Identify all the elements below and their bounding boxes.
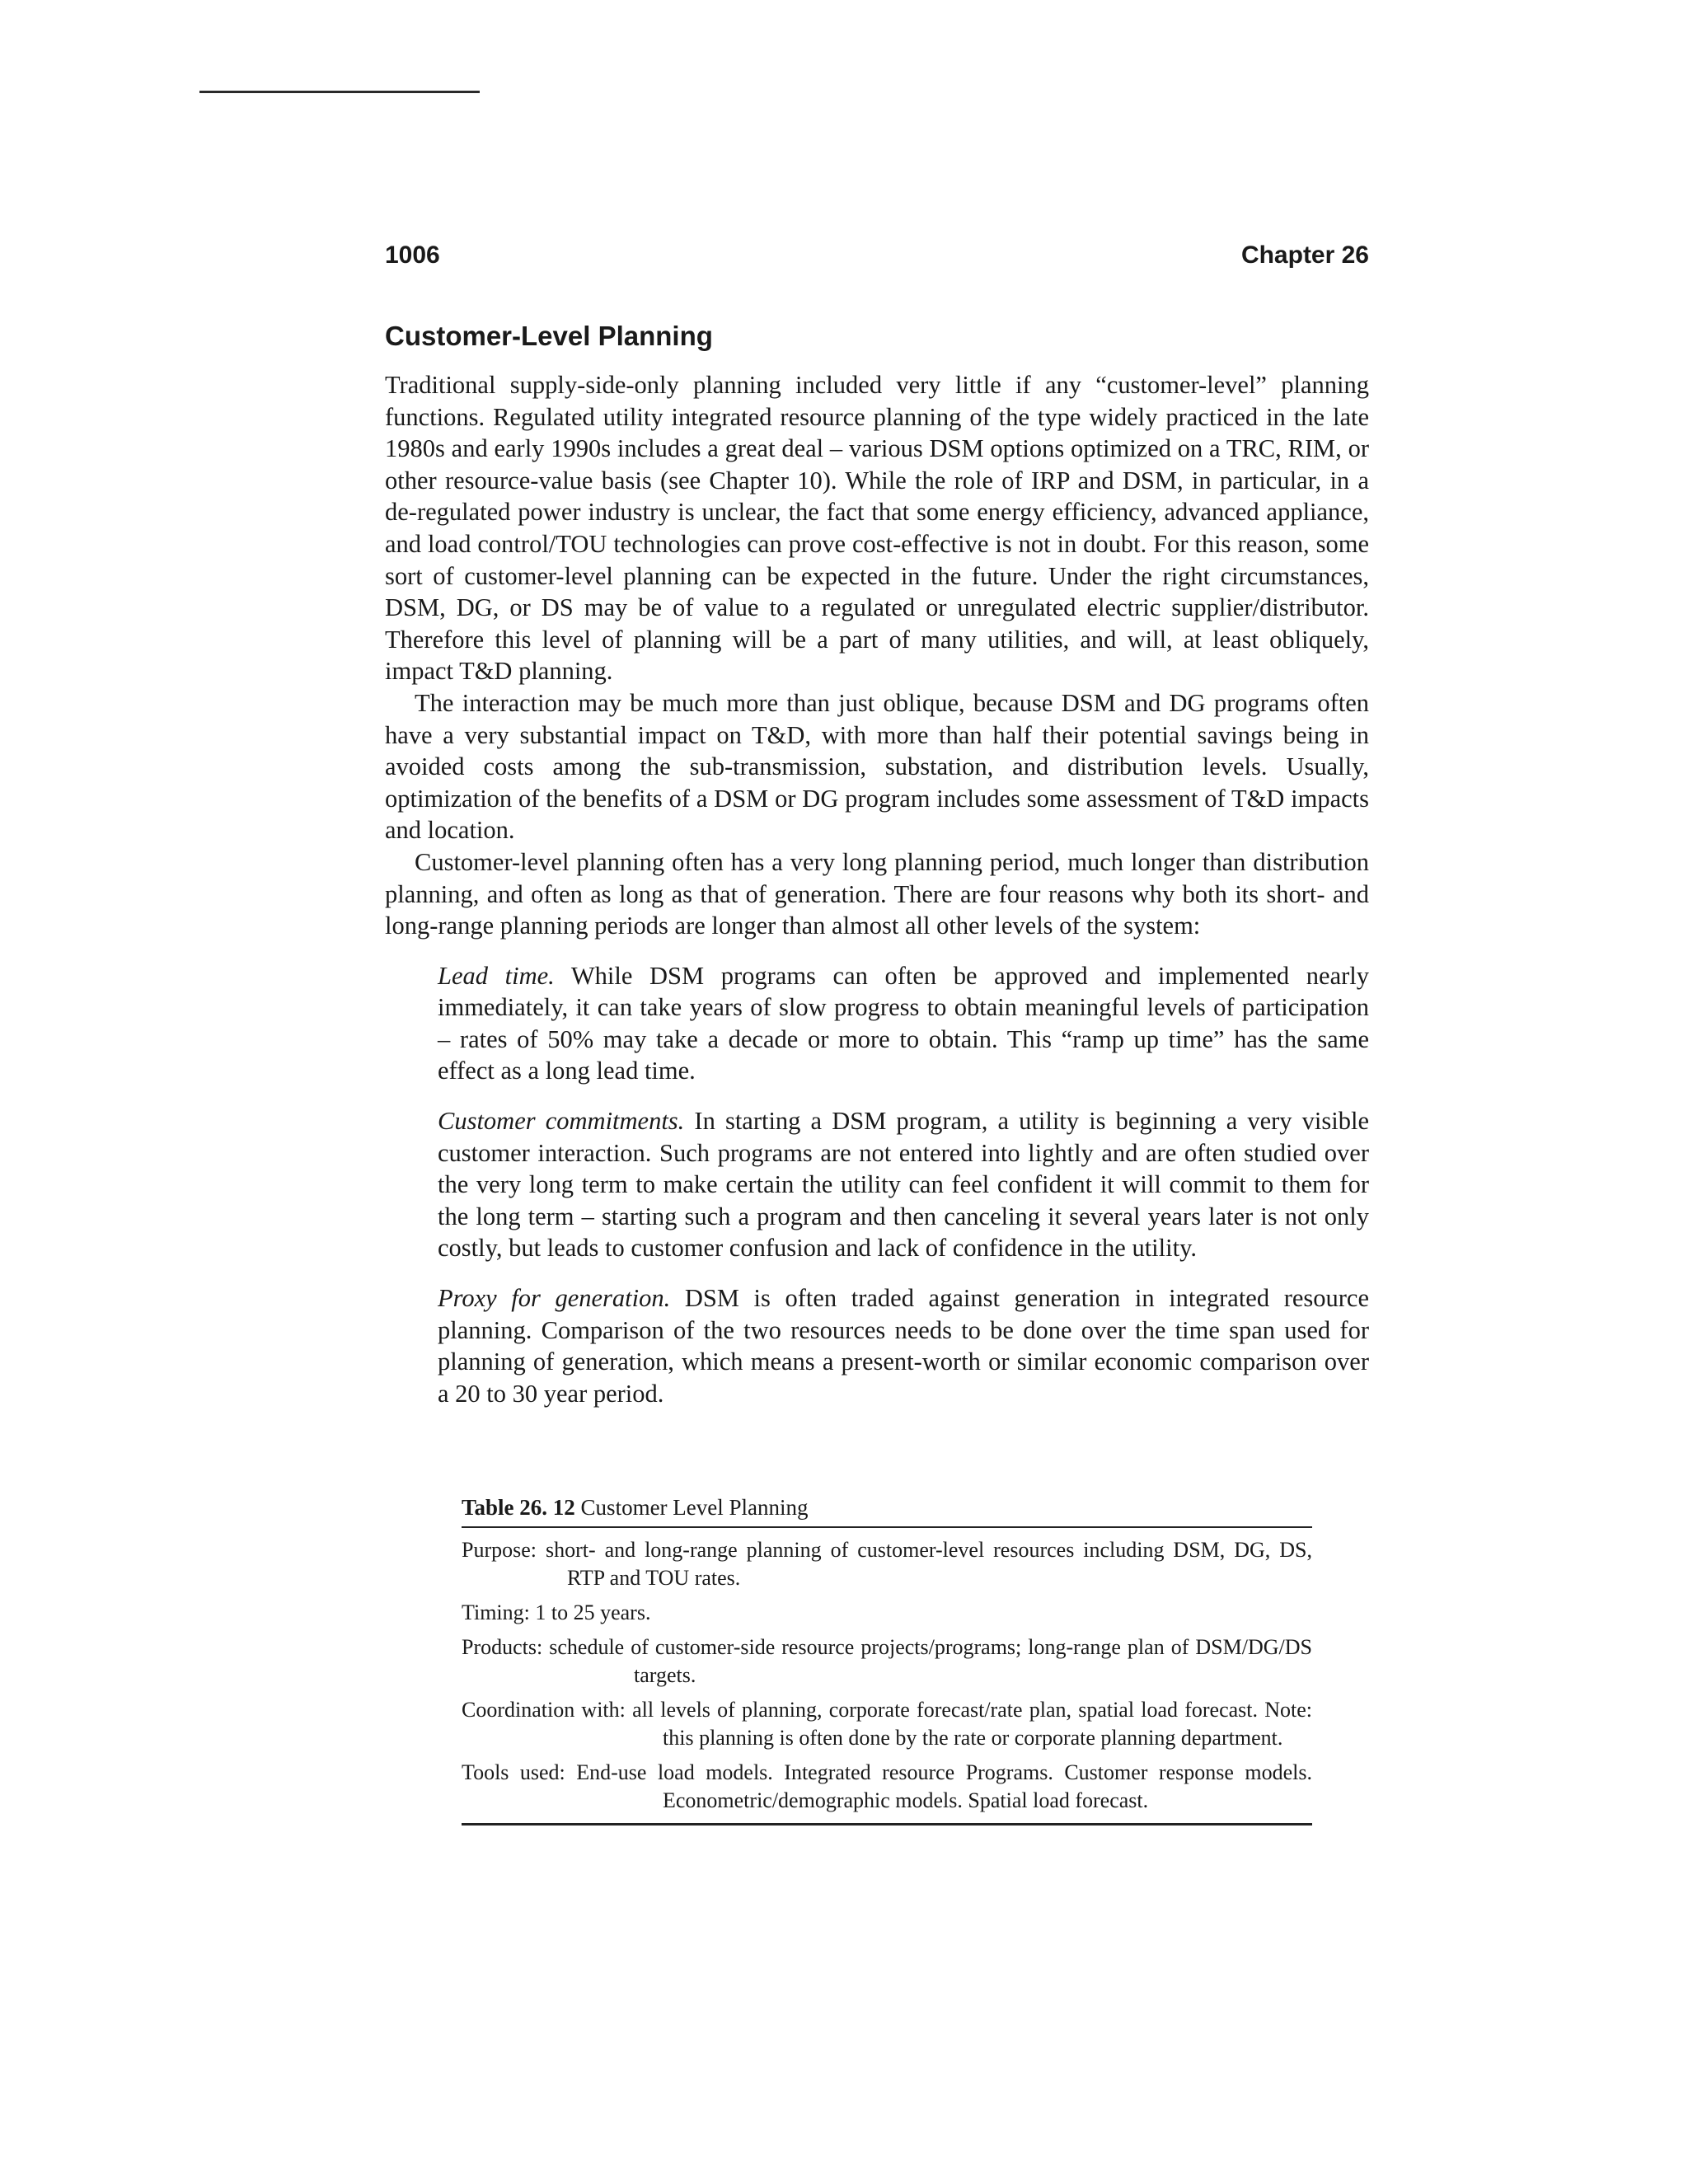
table-row-coordination (462, 1696, 1312, 1752)
paragraph-1: Traditional supply-side-only planning included very little if any “customer-level” planning functions. Regulated utility integrated resource planning of the type widely practiced in the late 1980s and early 1990s includes a great deal – various DSM options optimized on a TRC, RIM, or other resource-value basis (see Chapter 10). While the role of IRP and DSM, in particular, in a de-regulated power industry is unclear, the fact that some energy efficiency, advanced appliance, and load control/TOU technologies can prove cost-effective is not in doubt. For this reason, some sort of customer-level planning can be expected in the future. Under the right circumstances, DSM, DG, or DS may be of value to a regulated or unregulated electric supplier/distributor. Therefore this level of planning will be a part of many utilities, and will, at least obliquely, impact T&D planning. (385, 371, 1369, 686)
row-label: Products: (462, 1635, 543, 1659)
row-label: Coordination with: (462, 1698, 626, 1722)
summary-table (462, 1493, 1312, 1825)
running-head (385, 241, 1369, 270)
reason-customer-commitments (438, 1105, 1369, 1264)
reason-text: While DSM programs can often be approved and implemented nearly immediately, it can take years of slow progress to obtain meaningful levels of participation – rates of 50% may take a decade or more to obtain. This “ramp up time” has the same effect as a long lead time. (438, 961, 1369, 1085)
reason-lead-time (438, 960, 1369, 1087)
table-title: Customer Level Planning (574, 1495, 809, 1520)
paragraph-3: Customer-level planning often has a very long planning period, much longer than distribution planning, and often as long as that of generation. There are four reasons why both its short- and long-range planning periods are longer than almost all other levels of the system: (385, 847, 1369, 940)
section-heading: Customer-Level Planning (385, 321, 713, 351)
row-text: schedule of customer-side resource projects/programs; long-range plan of DSM/DG/DS targets. (542, 1635, 1312, 1687)
table-row-products (462, 1633, 1312, 1690)
reason-proxy-for-generation (438, 1282, 1369, 1409)
row-label: Tools used: (462, 1760, 565, 1784)
page-number: 1006 (385, 241, 440, 269)
top-rule (199, 91, 480, 93)
table-caption (462, 1493, 1312, 1528)
reason-term: Lead time. (438, 961, 555, 990)
table-rows (462, 1528, 1312, 1825)
row-label: Timing: (462, 1601, 530, 1624)
reason-term: Proxy for generation. (438, 1284, 671, 1313)
row-text: End-use load models. Integrated resource Programs. Customer response models. Econometric/demographic models. Spatial load forecast. (565, 1760, 1312, 1812)
table-number: Table 26. 12 (462, 1495, 575, 1520)
reason-text: In starting a DSM program, a utility is beginning a very visible customer interaction. Such programs are not entered into lightly and are often studied over the very long term to make certain the utility can feel confident it will commit to them for the long term – starting such a program and then canceling it several years later is not only costly, but leads to customer confusion and lack of confidence in the utility. (438, 1107, 1369, 1263)
reason-text: DSM is often traded against generation in integrated resource planning. Comparison of the two resources needs to be done over the time span used for planning of generation, which means a present-worth or similar economic comparison over a 20 to 30 year period. (438, 1284, 1369, 1408)
table-row-timing (462, 1599, 1312, 1627)
paragraph-2: The interaction may be much more than just oblique, because DSM and DG programs often have a very substantial impact on T&D, with more than half their potential savings being in avoided costs among the sub-transmission, substation, and distribution levels. Usually, optimization of the benefits of a DSM or DG program includes some assessment of T&D impacts and location. (385, 688, 1369, 845)
table-row-tools (462, 1759, 1312, 1815)
reason-term: Customer commitments. (438, 1107, 685, 1136)
row-text: all levels of planning, corporate forecast/rate plan, spatial load forecast. Note: this planning is often done by the rate or corporate planning department. (625, 1698, 1312, 1750)
body-text (385, 369, 1369, 1409)
row-text: 1 to 25 years. (529, 1601, 651, 1624)
chapter-label: Chapter 26 (1240, 241, 1369, 269)
row-text: short- and long-range planning of customer-level resources including DSM, DG, DS, RTP and TOU rates. (537, 1538, 1312, 1590)
row-label: Purpose: (462, 1538, 537, 1562)
table-row-purpose (462, 1536, 1312, 1592)
